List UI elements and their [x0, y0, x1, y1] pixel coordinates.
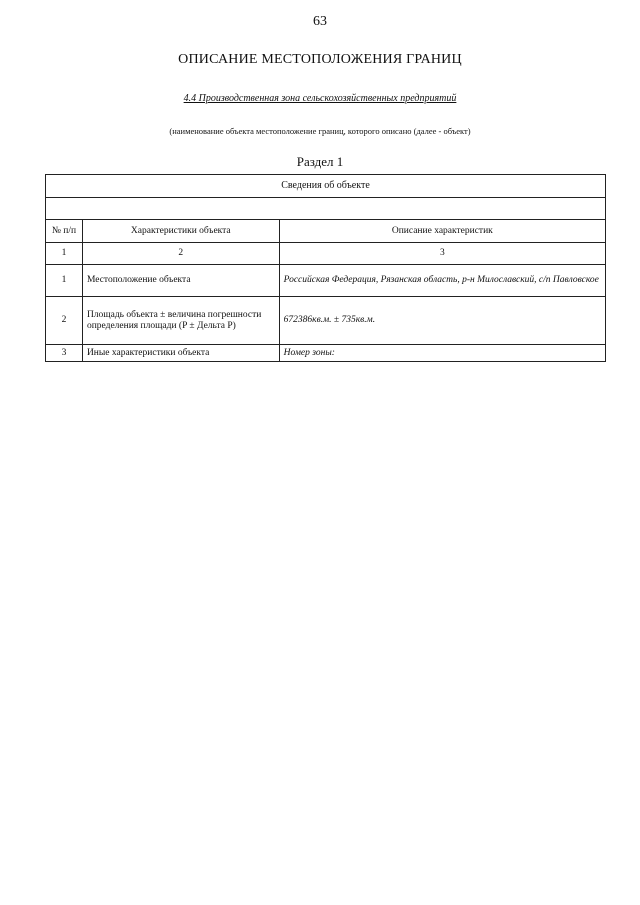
- row-characteristic: Площадь объекта ± величина погрешности определения площади (P ± Дельта P): [82, 297, 279, 345]
- object-info-table: [45, 174, 606, 362]
- row-characteristic: Иные характеристики объекта: [82, 345, 279, 362]
- object-name: [0, 93, 640, 104]
- column-number-3: 3: [279, 243, 605, 265]
- table-row: [46, 265, 606, 297]
- page-number: 63: [313, 14, 327, 29]
- row-characteristic: Местоположение объекта: [82, 265, 279, 297]
- table-title-row: [46, 175, 606, 198]
- blank-cell: [46, 198, 606, 220]
- table-row: [46, 297, 606, 345]
- table-row: [46, 345, 606, 362]
- column-number-1: 1: [46, 243, 83, 265]
- table-header-row: [46, 220, 606, 243]
- header-characteristic: Характеристики объекта: [82, 220, 279, 243]
- document-title: ОПИСАНИЕ МЕСТОПОЛОЖЕНИЯ ГРАНИЦ: [178, 52, 462, 67]
- row-description: Номер зоны:: [279, 345, 605, 362]
- object-name-text: 4.4 Производственная зона сельскохозяйственных предприятий: [183, 93, 457, 104]
- header-num: № п/п: [46, 220, 83, 243]
- row-num: 3: [46, 345, 83, 362]
- column-number-row: [46, 243, 606, 265]
- object-name-caption: (наименование объекта местоположение границ, которого описано (далее - объект): [169, 126, 471, 136]
- table-blank-row: [46, 198, 606, 220]
- row-description: Российская Федерация, Рязанская область, р-н Милославский, с/п Павловское: [279, 265, 605, 297]
- row-num: 2: [46, 297, 83, 345]
- column-number-2: 2: [82, 243, 279, 265]
- header-description: Описание характеристик: [279, 220, 605, 243]
- section-title: Раздел 1: [296, 154, 344, 169]
- row-num: 1: [46, 265, 83, 297]
- row-description: 672386кв.м. ± 735кв.м.: [279, 297, 605, 345]
- table-title: Сведения об объекте: [46, 175, 606, 198]
